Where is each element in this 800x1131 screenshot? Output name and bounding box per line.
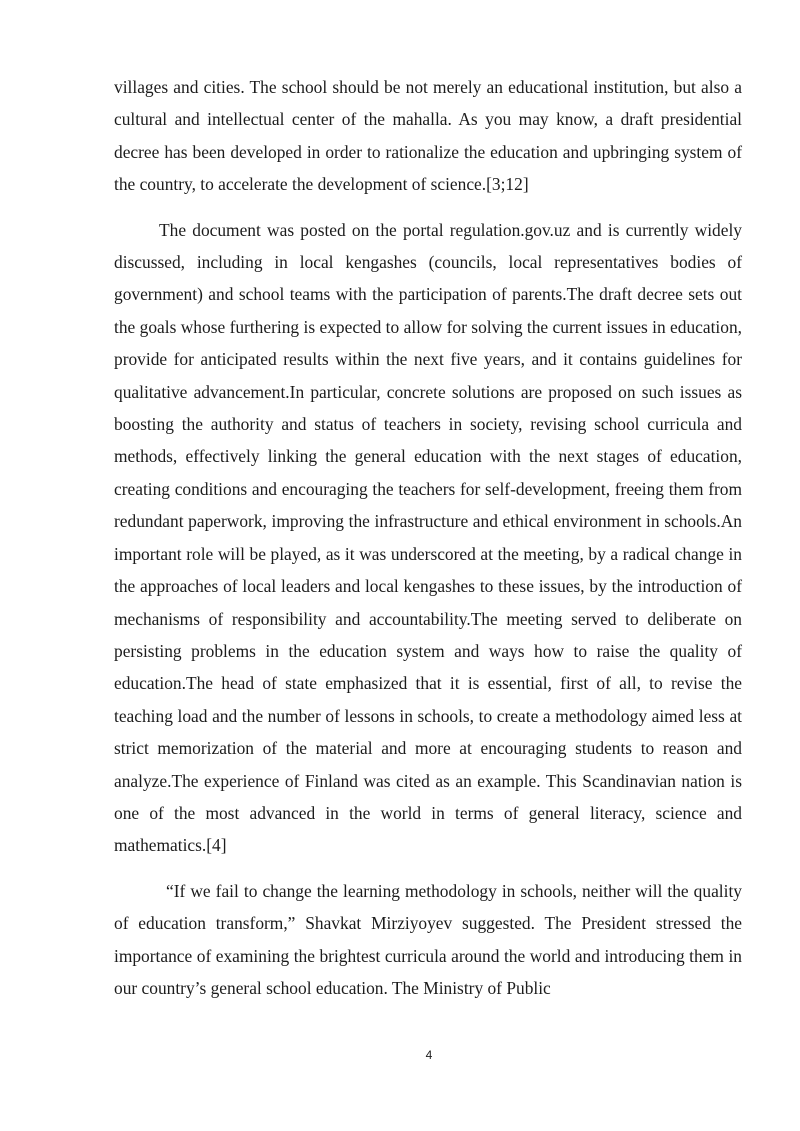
paragraph-quote: “If we fail to change the learning methodology in schools, neither will the quality of education transform,” Shavkat Mirziyoyev suggested. The President stressed the importance of examining the brightest curricula around the world and introducing them in our country’s general school education. The Ministry of Public — [114, 880, 742, 998]
document-body — [114, 71, 742, 1017]
paragraph-continuation: villages and cities. The school should be not merely an educational institution, but also a cultural and intellectual center of the mahalla. As you may know, a draft presidential decree has been developed in order to rationalize the education and upbringing system of the country, to accelerate the development of science.[3;12] — [114, 77, 742, 195]
page-number: 4 — [425, 1048, 433, 1062]
paragraph-decree-discussion: The document was posted on the portal regulation.gov.uz and is currently widely discussed, including in local kengashes (councils, local representatives bodies of government) and school teams with the participation of parents.The draft decree sets out the goals whose furthering is expected to allow for solving the current issues in education, provide for anticipated results within the next five years, and it contains guidelines for qualitative advancement.In particular, concrete solutions are proposed on such issues as boosting the authority and status of teachers in society, revising school curricula and methods, effectively linking the general education with the next stages of education, creating conditions and encouraging the teachers for self-development, freeing them from redundant paperwork, improving the infrastructure and ethical environment in schools.An important role will be played, as it was underscored at the meeting, by a radical change in the approaches of local leaders and local kengashes to these issues, by the introduction of mechanisms of responsibility and accountability.The meeting served to deliberate on persisting problems in the education system and ways how to raise the quality of education.The head of state emphasized that it is essential, first of all, to revise the teaching load and the number of lessons in schools, to create a methodology aimed less at strict memorization of the material and more at encouraging students to reason and analyze.The experience of Finland was cited as an example. This Scandinavian nation is one of the most advanced in the world in terms of general literacy, science and mathematics.[4] — [114, 219, 742, 856]
